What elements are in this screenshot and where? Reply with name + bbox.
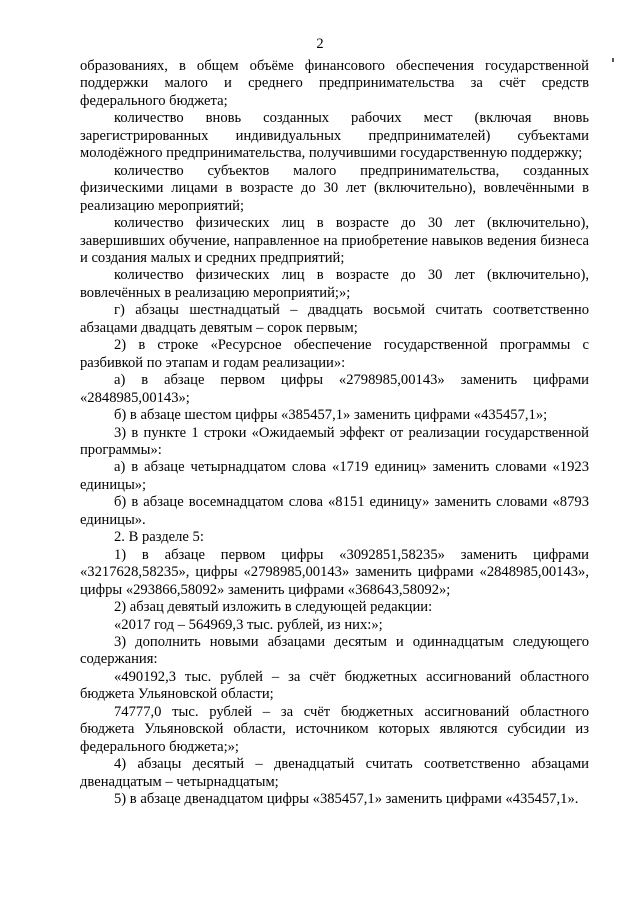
paragraph-11: а) в абзаце четырнадцатом слова «1719 единиц» заменить словами «1923 единицы»; [80,459,589,493]
paragraph-13: 2. В разделе 5: [114,529,204,546]
paragraph-1: образованиях, в общем объёме финансового обеспечения государственной поддержки малого и среднего предпринимательства за счёт средств федерального бюджета; [80,58,589,109]
paragraph-10: 3) в пункте 1 строки «Ожидаемый эффект от реализации государственной программы»: [80,424,589,458]
scan-artifact [612,58,614,62]
paragraph-17: 3) дополнить новыми абзацами десятым и одиннадцатым следующего содержания: [80,633,589,668]
page-number: 2 [316,36,324,52]
paragraph-20: 4) абзацы десятый – двенадцатый считать соответственно абзацами двенадцатым – четырнадцатым; [80,756,589,790]
paragraph-16: «2017 год – 564969,3 тыс. рублей, из них:»; [114,616,383,633]
paragraph-19: 74777,0 тыс. рублей – за счёт бюджетных ассигнований областного бюджета Ульяновской области, источником которых являются субсидии из федерального бюджета;»; [80,703,589,755]
paragraph-6: г) абзацы шестнадцатый – двадцать восьмой считать соответственно абзацами двадцать девятым – сорок первым; [80,302,589,336]
paragraph-7: 2) в строке «Ресурсное обеспечение государственной программы с разбивкой по этапам и годам реализации»: [80,337,589,371]
paragraph-12: б) в абзаце восемнадцатом слова «8151 единицу» заменить словами «8793 единицы». [80,494,589,528]
paragraph-2: количество вновь созданных рабочих мест (включая вновь зарегистрированных индивидуальных предпринимателей) субъектами молодёжного предпринимательства, получившими государственную поддержку; [80,110,589,162]
paragraph-14: 1) в абзаце первом цифры «3092851,58235» заменить цифрами «3217628,58235», цифры «2798985,00143» заменить цифрами «2848985,00143», цифры «293866,58092» заменить цифрами «368643,58092»; [80,546,589,598]
paragraph-21: 5) в абзаце двенадцатом цифры «385457,1» заменить цифрами «435457,1». [114,791,579,808]
paragraph-5: количество физических лиц в возрасте до 30 лет (включительно), вовлечённых в реализацию мероприятий;»; [80,267,589,301]
paragraph-15: 2) абзац девятый изложить в следующей редакции: [114,599,433,616]
paragraph-4: количество физических лиц в возрасте до 30 лет (включительно), завершивших обучение, направленное на приобретение навыков ведения бизнеса и создания малых и средних предприятий; [80,215,589,266]
paragraph-3: количество субъектов малого предпринимательства, созданных физическими лицами в возрасте до 30 лет (включительно), вовлечёнными в реализацию мероприятий; [80,162,589,214]
paragraph-18: «490192,3 тыс. рублей – за счёт бюджетных ассигнований областного бюджета Ульяновской области; [80,668,589,703]
document-body [80,58,589,808]
paragraph-8: а) в абзаце первом цифры «2798985,00143» заменить цифрами «2848985,00143»; [80,372,589,406]
paragraph-9: б) в абзаце шестом цифры «385457,1» заменить цифрами «435457,1»; [114,407,548,424]
